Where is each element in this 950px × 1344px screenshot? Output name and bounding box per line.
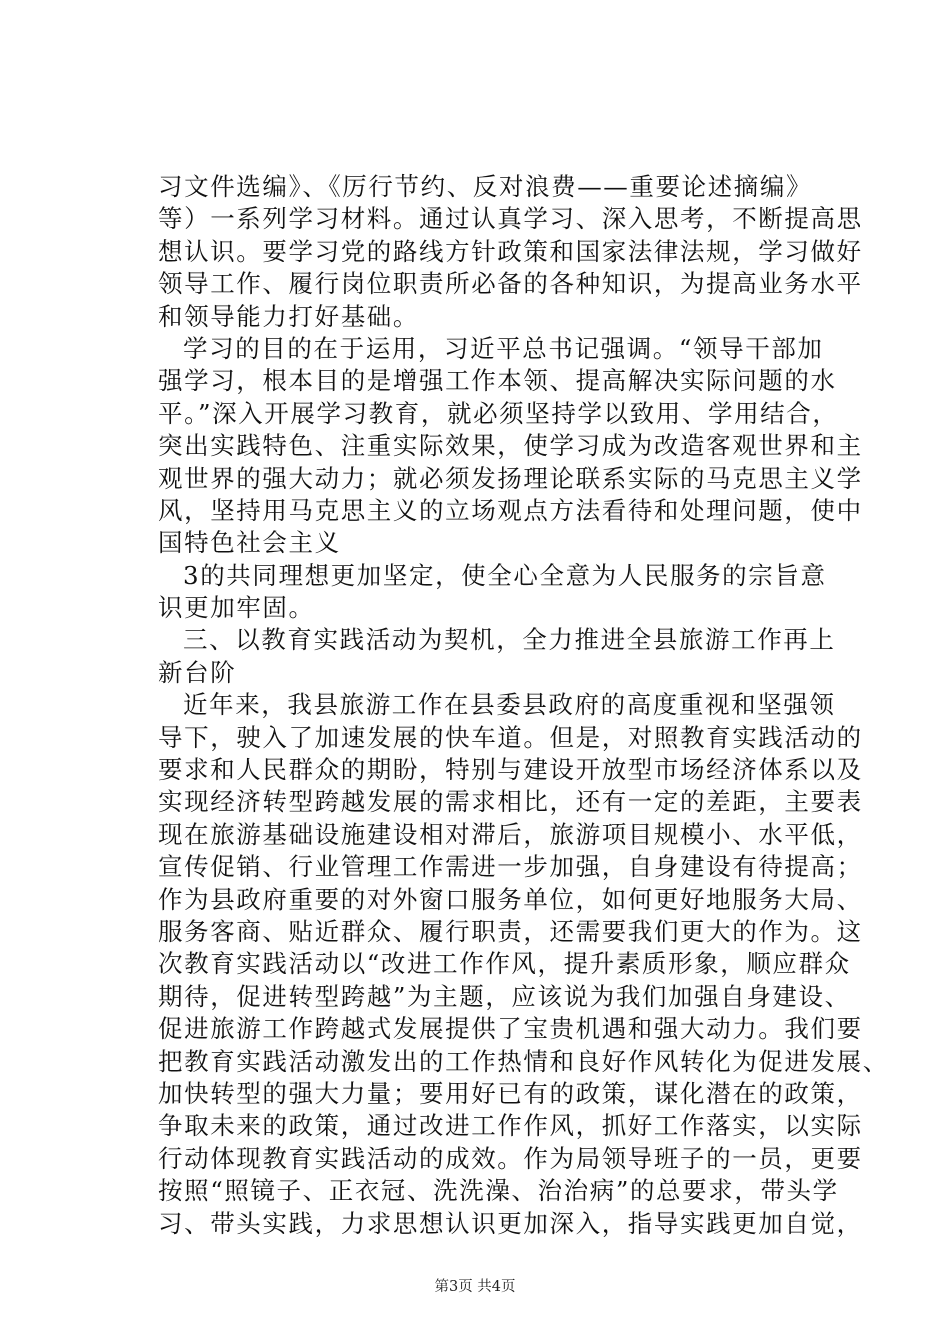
- text-line: 习文件选编》、《厉行节约、反对浪费——重要论述摘编》: [158, 172, 813, 201]
- text-line: 把教育实践活动激发出的工作热情和良好作风转化为促进发展、: [158, 1046, 889, 1076]
- text-line: 次教育实践活动以“改进工作作风，提升素质形象，顺应群众: [158, 949, 851, 979]
- text-line: 平。”深入开展学习教育，就必须坚持学以致用、学用结合，: [158, 398, 839, 428]
- text-line: 习、带头实践，力求思想认识更加深入，指导实践更加自觉，: [158, 1208, 863, 1238]
- text-line: 等）一系列学习材料。通过认真学习、深入思考，不断提高思: [158, 204, 863, 234]
- text-line: 想认识。要学习党的路线方针政策和国家法律法规，学习做好: [158, 236, 863, 266]
- text-line: 服务客商、贴近群众、履行职责，还需要我们更大的作为。这: [158, 916, 863, 946]
- paragraph-start-line: 3的共同理想更加坚定，使全心全意为人民服务的宗旨意: [183, 560, 827, 590]
- text-line: 行动体现教育实践活动的成效。作为局领导班子的一员，更要: [158, 1143, 863, 1173]
- text-line: 突出实践特色、注重实际效果，使学习成为改造客观世界和主: [158, 431, 863, 461]
- text-line: 强学习，根本目的是增强工作本领、提高解决实际问题的水: [158, 366, 837, 396]
- text-line: 作为县政府重要的对外窗口服务单位，如何更好地服务大局、: [158, 884, 863, 914]
- section-heading: 三、以教育实践活动为契机，全力推进全县旅游工作再上: [183, 625, 836, 655]
- text-line: 识更加牢固。: [158, 593, 315, 623]
- text-line: 促进旅游工作跨越式发展提供了宝贵机遇和强大动力。我们要: [158, 1014, 863, 1044]
- text-line: 和领导能力打好基础。: [158, 301, 419, 331]
- text-line: 观世界的强大动力；就必须发扬理论联系实际的马克思主义学: [158, 463, 863, 493]
- text-line: 现在旅游基础设施建设相对滞后，旅游项目规模小、水平低，: [158, 819, 863, 849]
- text-line: 国特色社会主义: [158, 528, 341, 558]
- text-line: 实现经济转型跨越发展的需求相比，还有一定的差距，主要表: [158, 787, 863, 817]
- paragraph-start-line: 学习的目的在于运用，习近平总书记强调。“领导干部加: [183, 333, 824, 363]
- text-line: 加快转型的强大力量；要用好已有的政策，谋化潜在的政策，: [158, 1078, 863, 1108]
- text-line: 宣传促销、行业管理工作需进一步加强，自身建设有待提高；: [158, 852, 863, 882]
- text-line: 争取未来的政策，通过改进工作作风，抓好工作落实，以实际: [158, 1111, 863, 1141]
- text-line: 期待，促进转型跨越”为主题，应该说为我们加强自身建设、: [158, 981, 851, 1011]
- page-footer: 第3页 共4页: [434, 1279, 516, 1295]
- paragraph-start-line: 近年来，我县旅游工作在县委县政府的高度重视和坚强领: [183, 690, 836, 720]
- text-line: 领导工作、履行岗位职责所必备的各种知识，为提高业务水平: [158, 269, 863, 299]
- text-line: 按照“照镜子、正衣冠、洗洗澡、治治病”的总要求，带头学: [158, 1176, 839, 1206]
- text-line: 要求和人民群众的期盼，特别与建设开放型市场经济体系以及: [158, 755, 863, 785]
- text-line: 导下，驶入了加速发展的快车道。但是，对照教育实践活动的: [158, 722, 863, 752]
- text-line: 风，坚持用马克思主义的立场观点方法看待和处理问题，使中: [158, 495, 863, 525]
- document-body: [158, 171, 889, 1240]
- section-heading-continuation: 新台阶: [158, 657, 237, 687]
